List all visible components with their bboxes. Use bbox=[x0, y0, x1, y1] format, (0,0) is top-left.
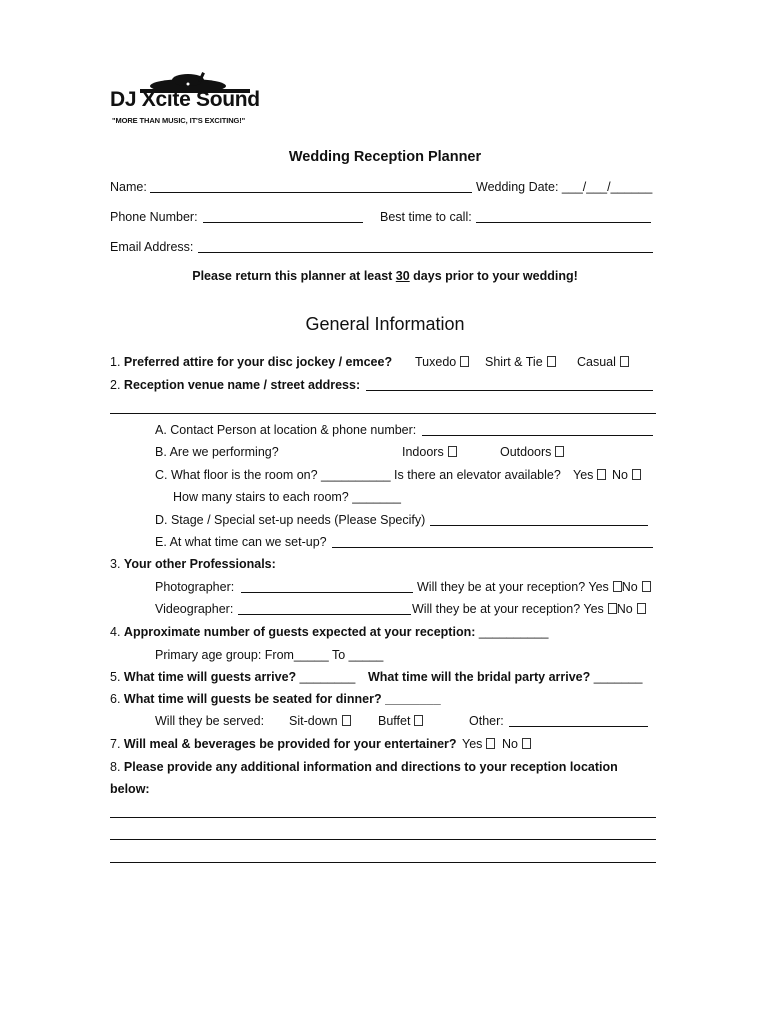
q1-tuxedo-option[interactable] bbox=[415, 355, 469, 370]
checkbox[interactable] bbox=[642, 581, 651, 592]
outdoors-label: Outdoors bbox=[500, 445, 552, 459]
q4-number: 4. bbox=[110, 625, 121, 639]
q2d-label: D. Stage / Special set-up needs (Please Specify) bbox=[155, 513, 426, 527]
directions-line-2[interactable] bbox=[110, 839, 656, 840]
name-field[interactable] bbox=[150, 192, 472, 193]
stairs-label: How many stairs to each room? _______ bbox=[173, 490, 401, 504]
directions-line-3[interactable] bbox=[110, 862, 656, 863]
best-time-field[interactable] bbox=[476, 222, 651, 223]
venue-field[interactable] bbox=[366, 390, 653, 391]
q7-number: 7. bbox=[110, 737, 121, 751]
photographer-attend[interactable] bbox=[417, 580, 651, 595]
checkbox[interactable] bbox=[448, 446, 457, 457]
checkbox[interactable] bbox=[597, 469, 606, 480]
meal-no-option[interactable] bbox=[502, 737, 531, 752]
checkbox[interactable] bbox=[632, 469, 641, 480]
name-label: Name: bbox=[110, 180, 147, 194]
dinner-time-field[interactable]: ________ bbox=[385, 692, 441, 706]
q7-row bbox=[110, 737, 457, 752]
notice-before: Please return this planner at least bbox=[192, 269, 396, 283]
q3-row bbox=[110, 557, 276, 572]
setup-needs-field[interactable] bbox=[430, 525, 648, 526]
logo-tagline: "MORE THAN MUSIC, IT'S EXCITING!" bbox=[112, 116, 246, 125]
q5-bridal-text: What time will the bridal party arrive? bbox=[368, 670, 591, 684]
photographer-label: Photographer: bbox=[155, 580, 235, 594]
checkbox[interactable] bbox=[608, 603, 617, 614]
checkbox[interactable] bbox=[342, 715, 351, 726]
dj-xcite-logo bbox=[110, 72, 275, 128]
q5-number: 5. bbox=[110, 670, 121, 684]
venue-field-line2[interactable] bbox=[110, 413, 656, 414]
other-field[interactable] bbox=[509, 726, 648, 727]
q2-text: Reception venue name / street address: bbox=[123, 378, 361, 392]
q1-casual-label: Casual bbox=[577, 355, 616, 369]
setup-time-field[interactable] bbox=[332, 547, 653, 548]
checkbox[interactable] bbox=[620, 356, 629, 367]
meal-yes-label: Yes bbox=[462, 737, 483, 751]
indoors-label: Indoors bbox=[402, 445, 444, 459]
checkbox[interactable] bbox=[547, 356, 556, 367]
q4-row bbox=[110, 625, 548, 640]
q2b-label: B. Are we performing? bbox=[155, 445, 279, 459]
checkbox[interactable] bbox=[486, 738, 495, 749]
checkbox[interactable] bbox=[522, 738, 531, 749]
notice-days: 30 bbox=[395, 269, 410, 283]
sitdown-label: Sit-down bbox=[289, 714, 338, 728]
elevator-yes-option[interactable] bbox=[573, 468, 606, 483]
bridal-arrive-field[interactable]: _______ bbox=[593, 670, 643, 684]
buffet-option[interactable] bbox=[378, 714, 423, 729]
page-title: Wedding Reception Planner bbox=[288, 149, 482, 165]
q1-casual-option[interactable] bbox=[577, 355, 629, 370]
q8-number: 8. bbox=[110, 760, 121, 774]
elevator-no-option[interactable] bbox=[612, 468, 641, 483]
elevator-no-label: No bbox=[612, 468, 628, 482]
q3-text: Your other Professionals: bbox=[123, 557, 276, 571]
videographer-attend[interactable] bbox=[412, 602, 646, 617]
contact-field[interactable] bbox=[422, 435, 653, 436]
directions-line-1[interactable] bbox=[110, 817, 656, 818]
q8-text: Please provide any additional information and directions to your reception location bbox=[123, 760, 618, 774]
q2e-label: E. At what time can we set-up? bbox=[155, 535, 327, 549]
q2c-label: C. What floor is the room on? __________ Is there an elevator available? bbox=[155, 468, 561, 482]
videographer-no-label: No bbox=[616, 602, 633, 616]
guest-count-field[interactable]: __________ bbox=[478, 625, 549, 639]
videographer-question: Will they be at your reception? Yes bbox=[412, 602, 604, 616]
q1-row bbox=[110, 355, 392, 370]
checkbox[interactable] bbox=[555, 446, 564, 457]
videographer-label: Videographer: bbox=[155, 602, 234, 616]
best-time-label: Best time to call: bbox=[380, 210, 472, 224]
checkbox[interactable] bbox=[414, 715, 423, 726]
q2-row bbox=[110, 378, 360, 393]
q6-number: 6. bbox=[110, 692, 121, 706]
q1-number: 1. bbox=[110, 355, 121, 369]
age-group-label[interactable]: Primary age group: From_____ To _____ bbox=[155, 648, 384, 662]
photographer-question: Will they be at your reception? Yes bbox=[417, 580, 609, 594]
logo-brand: DJ Xcite Sound bbox=[110, 88, 260, 111]
q6-row bbox=[110, 692, 441, 707]
q5-bridal-row bbox=[368, 670, 642, 685]
notice-after: days prior to your wedding! bbox=[409, 269, 578, 283]
q1-text: Preferred attire for your disc jockey / emcee? bbox=[123, 355, 393, 369]
buffet-label: Buffet bbox=[378, 714, 411, 728]
meal-yes-option[interactable] bbox=[462, 737, 495, 752]
email-label: Email Address: bbox=[110, 240, 194, 254]
elevator-yes-label: Yes bbox=[573, 468, 594, 482]
photographer-field[interactable] bbox=[241, 592, 413, 593]
q2a-label: A. Contact Person at location & phone number: bbox=[155, 423, 417, 437]
videographer-field[interactable] bbox=[238, 614, 411, 615]
q6-text: What time will guests be seated for dinner? bbox=[123, 692, 382, 706]
phone-field[interactable] bbox=[203, 222, 363, 223]
served-label: Will they be served: bbox=[155, 714, 265, 728]
q1-tuxedo-label: Tuxedo bbox=[415, 355, 457, 369]
q1-shirt-label: Shirt & Tie bbox=[485, 355, 543, 369]
sitdown-option[interactable] bbox=[289, 714, 351, 729]
q3-number: 3. bbox=[110, 557, 121, 571]
q5-row bbox=[110, 670, 355, 685]
meal-no-label: No bbox=[502, 737, 518, 751]
q5-text: What time will guests arrive? bbox=[123, 670, 297, 684]
q1-shirt-option[interactable] bbox=[485, 355, 556, 370]
phone-label: Phone Number: bbox=[110, 210, 198, 224]
return-notice bbox=[0, 269, 770, 284]
email-field[interactable] bbox=[198, 252, 653, 253]
q8-row bbox=[110, 760, 618, 775]
checkbox[interactable] bbox=[613, 581, 622, 592]
q7-text: Will meal & beverages be provided for your entertainer? bbox=[123, 737, 457, 751]
checkbox[interactable] bbox=[637, 603, 646, 614]
photographer-no-label: No bbox=[621, 580, 638, 594]
q2-number: 2. bbox=[110, 378, 121, 392]
other-label: Other: bbox=[469, 714, 504, 728]
outdoors-option[interactable] bbox=[500, 445, 564, 460]
q4-text: Approximate number of guests expected at your reception: bbox=[123, 625, 476, 639]
section-title: General Information bbox=[305, 314, 465, 334]
q8-text-line2: below: bbox=[110, 782, 150, 796]
indoors-option[interactable] bbox=[402, 445, 457, 460]
wedding-date-field[interactable]: Wedding Date: ___/___/______ bbox=[476, 180, 653, 194]
guest-arrive-field[interactable]: ________ bbox=[299, 670, 356, 684]
checkbox[interactable] bbox=[460, 356, 469, 367]
